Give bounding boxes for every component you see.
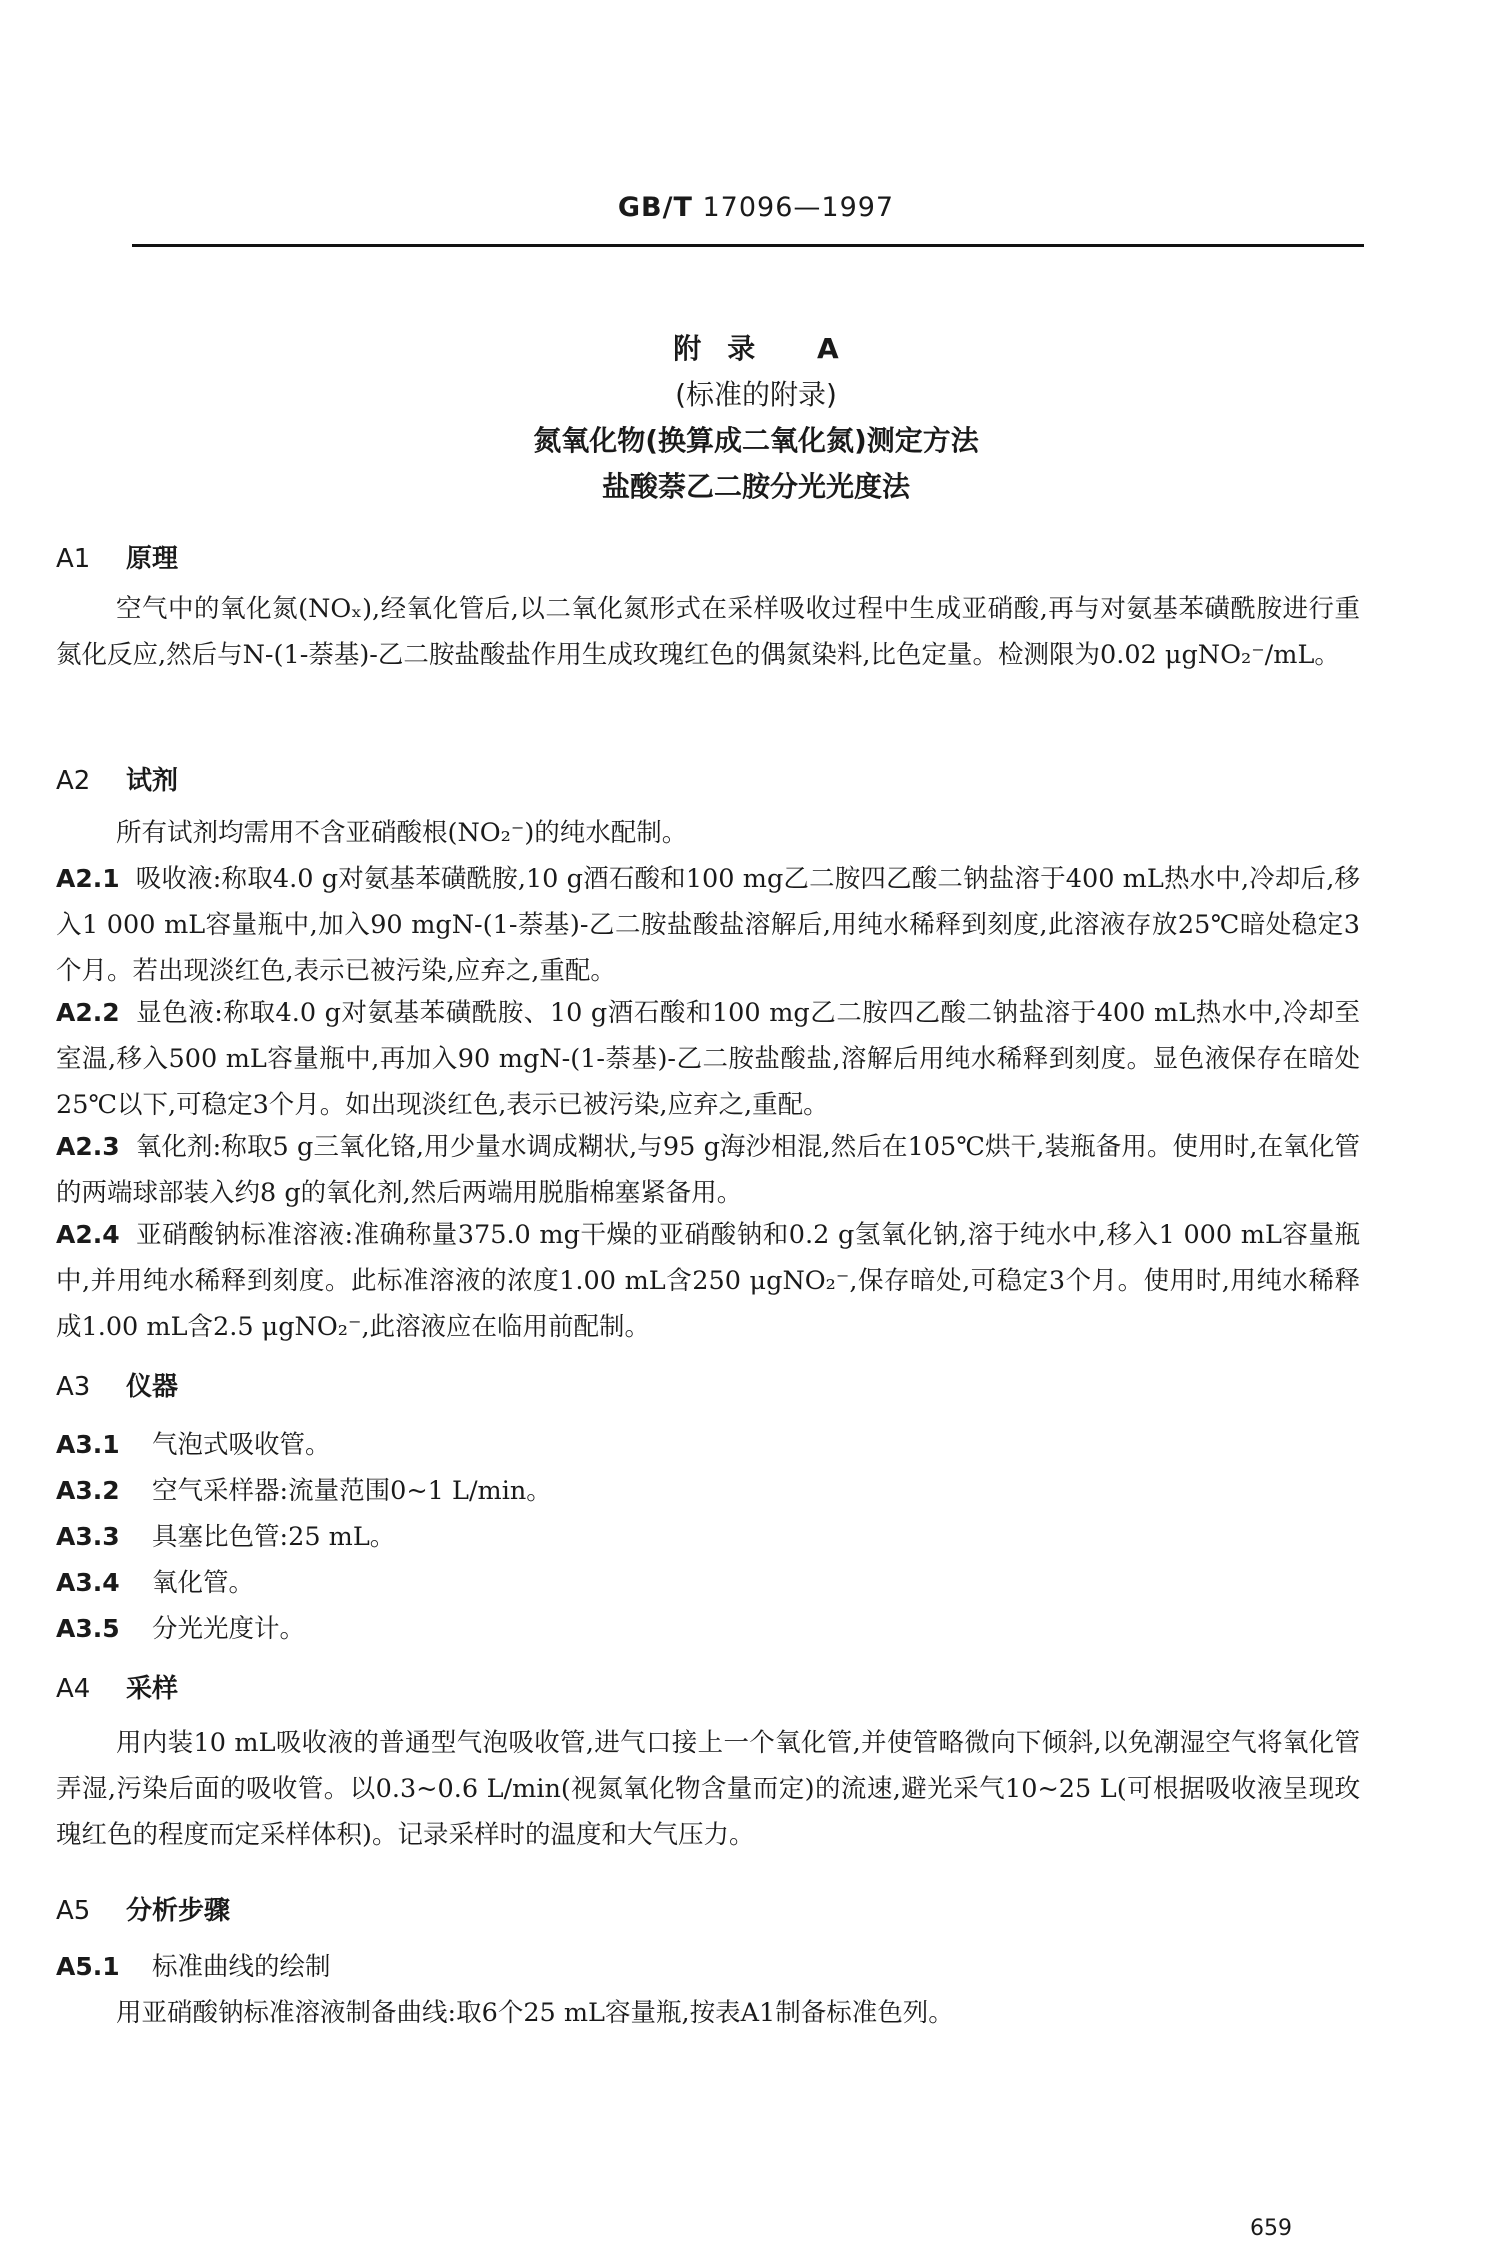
appendix-title: 附录 A <box>673 332 865 365</box>
section-title: 试剂 <box>126 766 179 796</box>
section-a1-text: 空气中的氧化氮(NOₓ),经氧化管后,以二氧化氮形式在采样吸收过程中生成亚硝酸,再与对氨基苯磺酰胺进行重氮化反应,然后与N-(1-萘基)-乙二胺盐酸盐作用生成玫瑰红色的偶氮染料,比色定量。检测限为0.02 μgNO₂⁻/mL。 <box>56 594 1360 670</box>
clause-number: A3.3 <box>56 1522 120 1551</box>
clause-a3-3 <box>56 1514 395 1560</box>
section-number: A5 <box>56 1896 91 1926</box>
section-a4-text: 用内装10 mL吸收液的普通型气泡吸收管,进气口接上一个氧化管,并使管略微向下倾斜,以免潮湿空气将氧化管弄湿,污染后面的吸收管。以0.3~0.6 L/min(视氮氧化物含量而定)的流速,避光采气10~25 L(可根据吸收液呈现玫瑰红色的程度而定采样体积)。记录采样时的温度和大气压力。 <box>56 1728 1360 1850</box>
appendix-title-block <box>0 326 1512 510</box>
page-number: 659 <box>1250 2216 1292 2241</box>
appendix-heading-1: 氮氧化物(换算成二氧化氮)测定方法 <box>533 424 979 457</box>
section-title: 原理 <box>126 544 179 574</box>
clause-text: 氧化剂:称取5 g三氧化铬,用少量水调成糊状,与95 g海沙相混,然后在105℃烘干,装瓶备用。使用时,在氧化管的两端球部装入约8 g的氧化剂,然后两端用脱脂棉塞紧备用。 <box>56 1132 1360 1208</box>
clause-title: 标准曲线的绘制 <box>152 1952 331 1982</box>
section-a3-heading <box>56 1366 178 1403</box>
clause-number: A3.5 <box>56 1614 120 1643</box>
section-title: 分析步骤 <box>126 1896 231 1926</box>
clause-number: A2.1 <box>56 864 120 893</box>
standard-prefix: GB/T <box>617 192 693 223</box>
section-number: A2 <box>56 766 91 796</box>
clause-number: A3.2 <box>56 1476 120 1505</box>
clause-text: 亚硝酸钠标准溶液:准确称量375.0 mg干燥的亚硝酸钠和0.2 g氢氧化钠,溶于纯水中,移入1 000 mL容量瓶中,并用纯水稀释到刻度。此标准溶液的浓度1.00 mL含250 μgNO₂⁻,保存暗处,可稳定3个月。使用时,用纯水稀释成1.00 mL含2.5 μgNO₂⁻,此溶液应在临用前配制。 <box>56 1220 1360 1342</box>
clause-number: A5.1 <box>56 1952 120 1981</box>
clause-text: 分光光度计。 <box>152 1614 306 1644</box>
section-a2-heading <box>56 760 178 797</box>
clause-number: A3.4 <box>56 1568 120 1597</box>
section-a2-intro: 所有试剂均需用不含亚硝酸根(NO₂⁻)的纯水配制。 <box>116 818 688 848</box>
section-number: A4 <box>56 1674 91 1704</box>
section-title: 采样 <box>126 1674 179 1704</box>
section-number: A3 <box>56 1372 91 1402</box>
clause-a2-4 <box>56 1212 1360 1350</box>
document-header <box>0 192 1512 223</box>
section-a5-heading <box>56 1890 230 1927</box>
clause-a2-1 <box>56 856 1360 994</box>
clause-text: 显色液:称取4.0 g对氨基苯磺酰胺、10 g酒石酸和100 mg乙二胺四乙酸二钠盐溶于400 mL热水中,冷却至室温,移入500 mL容量瓶中,再加入90 mgN-(1-萘基)-乙二胺盐酸盐,溶解后用纯水稀释到刻度。显色液保存在暗处25℃以下,可稳定3个月。如出现淡红色,表示已被污染,应弃之,重配。 <box>56 998 1360 1120</box>
clause-text: 吸收液:称取4.0 g对氨基苯磺酰胺,10 g酒石酸和100 mg乙二胺四乙酸二钠盐溶于400 mL热水中,冷却后,移入1 000 mL容量瓶中,加入90 mgN-(1-萘基)-乙二胺盐酸盐溶解后,用纯水稀释到刻度,此溶液存放25℃暗处稳定3个月。若出现淡红色,表示已被污染,应弃之,重配。 <box>56 864 1360 986</box>
clause-a5-1 <box>56 1944 331 1990</box>
clause-text: 氧化管。 <box>152 1568 255 1598</box>
clause-a3-4 <box>56 1560 254 1606</box>
clause-a3-2 <box>56 1468 552 1514</box>
section-a4-heading <box>56 1668 178 1705</box>
section-number: A1 <box>56 544 91 574</box>
clause-number: A2.2 <box>56 998 120 1027</box>
section-a5-text: 用亚硝酸钠标准溶液制备曲线:取6个25 mL容量瓶,按表A1制备标准色列。 <box>116 1998 954 2028</box>
clause-number: A2.4 <box>56 1220 120 1249</box>
clause-a2-2 <box>56 990 1360 1128</box>
section-title: 仪器 <box>126 1372 179 1402</box>
clause-number: A2.3 <box>56 1132 120 1161</box>
clause-a3-5 <box>56 1606 305 1652</box>
clause-text: 气泡式吸收管。 <box>152 1430 331 1460</box>
appendix-subtitle: (标准的附录) <box>675 378 837 411</box>
clause-number: A3.1 <box>56 1430 120 1459</box>
clause-a3-1 <box>56 1422 331 1468</box>
header-rule <box>132 244 1364 247</box>
clause-text: 空气采样器:流量范围0~1 L/min。 <box>152 1476 552 1506</box>
appendix-heading-2: 盐酸萘乙二胺分光光度法 <box>601 470 910 503</box>
clause-text: 具塞比色管:25 mL。 <box>152 1522 396 1552</box>
section-a1-heading <box>56 538 178 575</box>
clause-a2-3 <box>56 1124 1360 1216</box>
standard-number: 17096—1997 <box>702 192 895 223</box>
